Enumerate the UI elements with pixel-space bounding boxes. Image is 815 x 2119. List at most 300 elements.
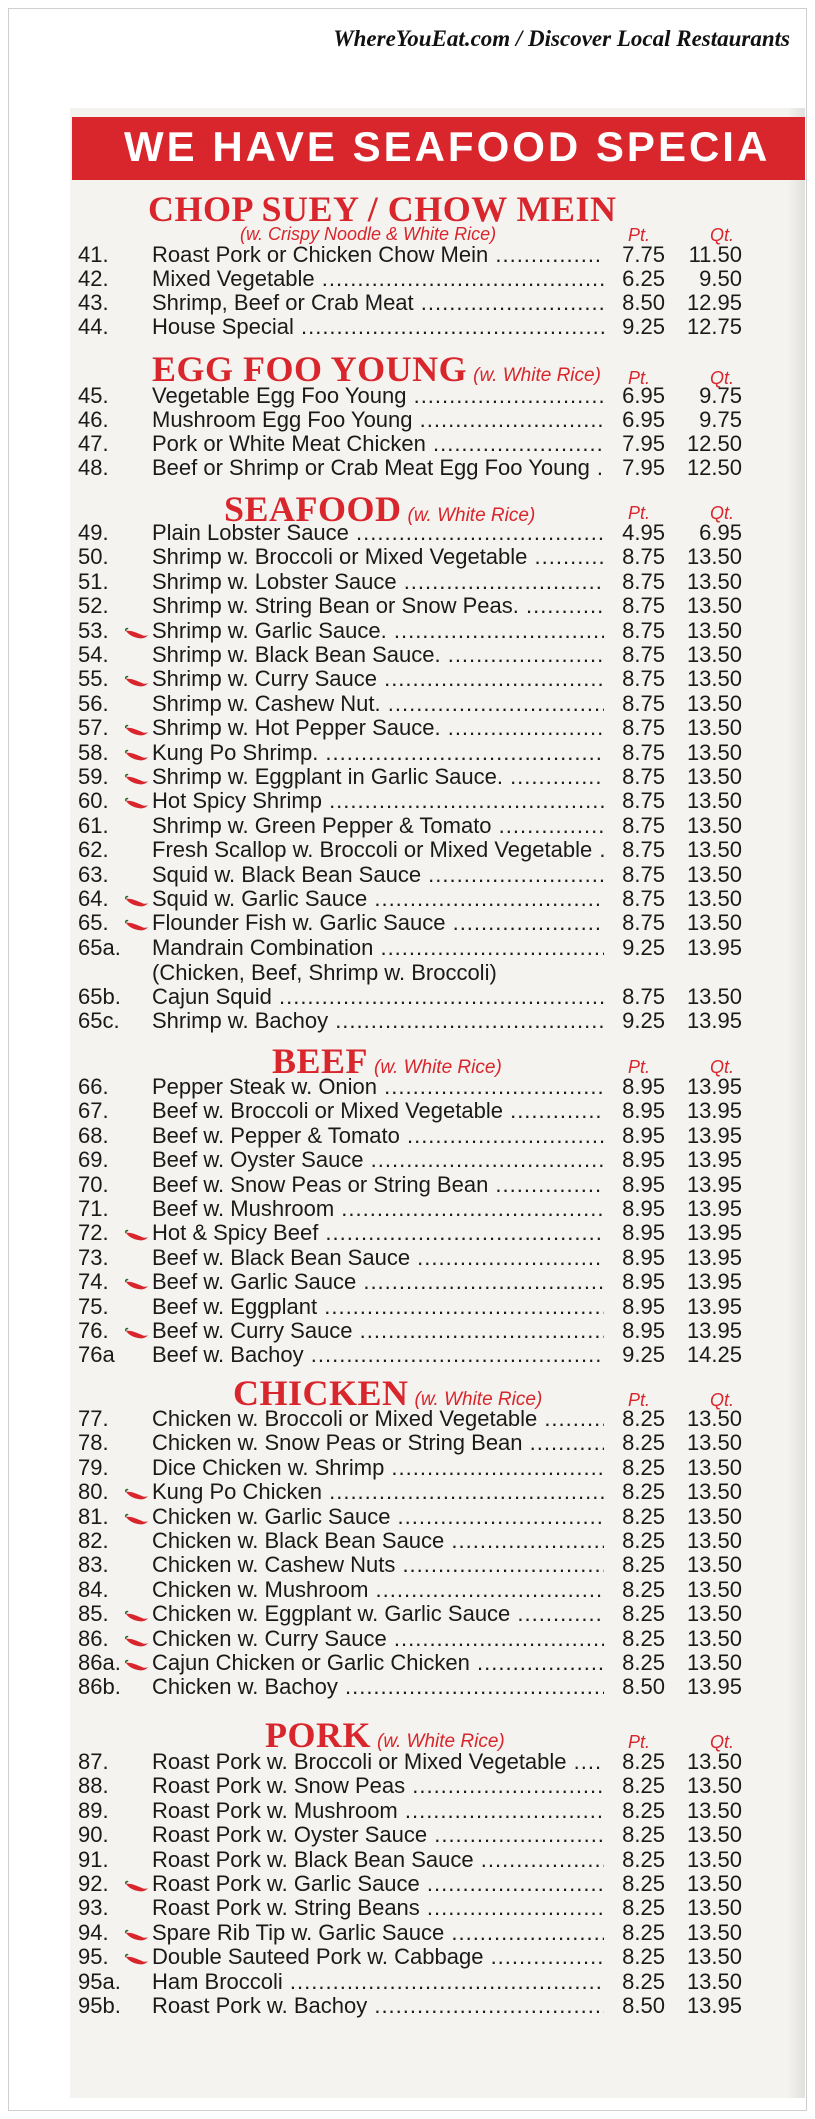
- item-name: Vegetable Egg Foo Young .....: [152, 384, 604, 408]
- item-price-pint: 8.75: [622, 984, 665, 1009]
- item-price-pint: 8.25: [622, 1847, 665, 1872]
- menu-item[interactable]: [0, 985, 815, 1009]
- hot-pepper-icon: [125, 744, 149, 758]
- item-price-pint: 8.75: [622, 569, 665, 594]
- item-name: House Special .....: [152, 315, 604, 339]
- item-price-quart: 13.50: [686, 1749, 742, 1774]
- column-header-qt: Qt.: [710, 368, 735, 388]
- menu-item[interactable]: [0, 1431, 815, 1455]
- item-number: 80.: [78, 1479, 109, 1504]
- item-name: Chicken w. Broccoli or Mixed Vegetable .....: [152, 1407, 604, 1431]
- menu-item[interactable]: [0, 1197, 815, 1221]
- menu-item[interactable]: [0, 384, 815, 408]
- item-number: 63.: [78, 862, 109, 887]
- item-number: 95a.: [78, 1969, 121, 1994]
- item-name: Beef w. Mushroom .....: [152, 1197, 604, 1221]
- menu-item[interactable]: [0, 1675, 815, 1699]
- item-price-quart: 13.50: [686, 1773, 742, 1798]
- item-name: Kung Po Shrimp. .....: [152, 741, 604, 765]
- item-price-pint: 6.95: [622, 383, 665, 408]
- item-number: 47.: [78, 431, 109, 456]
- item-price-quart: 13.50: [686, 642, 742, 667]
- item-number: 65b.: [78, 984, 121, 1009]
- menu-item[interactable]: [0, 1270, 815, 1294]
- item-price-pint: 9.25: [622, 935, 665, 960]
- item-price-quart: 13.50: [686, 1455, 742, 1480]
- item-name: Chicken w. Eggplant w. Garlic Sauce .....: [152, 1602, 604, 1626]
- item-number: 52.: [78, 593, 109, 618]
- menu-item[interactable]: [0, 1651, 815, 1675]
- item-name: Beef w. Garlic Sauce .....: [152, 1270, 604, 1294]
- item-price-pint: 9.25: [622, 314, 665, 339]
- item-number: 85.: [78, 1601, 109, 1626]
- item-name: Mixed Vegetable .....: [152, 267, 604, 291]
- section-note: (w. White Rice): [377, 1731, 505, 1752]
- item-name: Beef w. Snow Peas or String Bean .....: [152, 1173, 604, 1197]
- item-name: Chicken w. Mushroom .....: [152, 1578, 604, 1602]
- hot-pepper-icon: [125, 1875, 149, 1889]
- item-number: 65c.: [78, 1008, 120, 1033]
- menu-item[interactable]: [0, 1627, 815, 1651]
- item-name: Roast Pork w. Snow Peas .....: [152, 1774, 604, 1798]
- item-price-pint: 8.25: [622, 1798, 665, 1823]
- item-name: Shrimp w. Curry Sauce .....: [152, 667, 604, 691]
- menu-item[interactable]: [0, 692, 815, 716]
- item-name: Shrimp w. Broccoli or Mixed Vegetable .....: [152, 545, 604, 569]
- menu-item[interactable]: [0, 1553, 815, 1577]
- item-name: Chicken w. Black Bean Sauce .....: [152, 1529, 604, 1553]
- menu-item[interactable]: [0, 1343, 815, 1367]
- item-price-pint: 8.25: [622, 1969, 665, 1994]
- hot-pepper-icon: [125, 1924, 149, 1938]
- item-price-quart: 13.95: [686, 1074, 742, 1099]
- item-number: 54.: [78, 642, 109, 667]
- item-price-quart: 13.95: [686, 1220, 742, 1245]
- menu-item[interactable]: [0, 1295, 815, 1319]
- item-price-pint: 8.25: [622, 1650, 665, 1675]
- item-number: 72.: [78, 1220, 109, 1245]
- menu-item[interactable]: [0, 1480, 815, 1504]
- menu-item[interactable]: [0, 1456, 815, 1480]
- item-price-pint: 8.25: [622, 1455, 665, 1480]
- item-number: 78.: [78, 1430, 109, 1455]
- menu-item[interactable]: [0, 936, 815, 960]
- item-name: Shrimp, Beef or Crab Meat .....: [152, 291, 604, 315]
- item-name: Beef w. Black Bean Sauce .....: [152, 1246, 604, 1270]
- item-number: 82.: [78, 1528, 109, 1553]
- item-price-quart: 13.50: [686, 666, 742, 691]
- item-price-pint: 8.25: [622, 1406, 665, 1431]
- menu-item[interactable]: [0, 570, 815, 594]
- item-price-quart: 13.50: [686, 691, 742, 716]
- item-name: Kung Po Chicken .....: [152, 1480, 604, 1504]
- menu-item[interactable]: [0, 267, 815, 291]
- item-name: Shrimp w. Garlic Sauce. .....: [152, 619, 604, 643]
- item-price-pint: 8.95: [622, 1123, 665, 1148]
- item-price-quart: 13.50: [686, 1944, 742, 1969]
- column-header-qt: Qt.: [710, 1390, 735, 1410]
- menu-item[interactable]: [0, 667, 815, 691]
- item-price-pint: 8.50: [622, 290, 665, 315]
- menu-item[interactable]: [0, 1221, 815, 1245]
- item-price-quart: 9.50: [699, 266, 742, 291]
- item-price-pint: 8.95: [622, 1196, 665, 1221]
- item-name: Double Sauteed Pork w. Cabbage .....: [152, 1945, 604, 1969]
- item-number: 46.: [78, 407, 109, 432]
- item-price-quart: 13.50: [686, 764, 742, 789]
- item-price-quart: 13.50: [686, 813, 742, 838]
- item-name: Beef or Shrimp or Crab Meat Egg Foo Young .....: [152, 456, 604, 480]
- item-name: Shrimp w. Bachoy .....: [152, 1009, 604, 1033]
- menu-item[interactable]: [0, 1124, 815, 1148]
- hot-pepper-icon: [125, 1630, 149, 1644]
- item-price-quart: 12.95: [686, 290, 742, 315]
- menu-item[interactable]: [0, 1148, 815, 1172]
- item-number: 95.: [78, 1944, 109, 1969]
- item-price-pint: 8.25: [622, 1552, 665, 1577]
- item-name: Flounder Fish w. Garlic Sauce .....: [152, 911, 604, 935]
- item-name: Roast Pork w. Black Bean Sauce .....: [152, 1848, 604, 1872]
- item-number: 66.: [78, 1074, 109, 1099]
- item-price-pint: 8.95: [622, 1220, 665, 1245]
- item-number: 86a.: [78, 1650, 121, 1675]
- item-price-pint: 8.75: [622, 862, 665, 887]
- site-title[interactable]: WhereYouEat.com / Discover Local Restaurants: [333, 26, 790, 51]
- menu-item[interactable]: [0, 1848, 815, 1872]
- menu-item[interactable]: [0, 789, 815, 813]
- section-title: CHICKEN: [233, 1373, 409, 1413]
- menu-item[interactable]: [0, 1407, 815, 1431]
- item-price-quart: 13.95: [686, 1993, 742, 2018]
- hot-pepper-icon: [125, 1605, 149, 1619]
- item-name: Squid w. Black Bean Sauce .....: [152, 863, 604, 887]
- column-header-pt: Pt.: [628, 225, 651, 245]
- menu-item[interactable]: [0, 1945, 815, 1969]
- item-price-quart: 6.95: [699, 520, 742, 545]
- item-price-pint: 8.95: [622, 1269, 665, 1294]
- item-price-pint: 8.95: [622, 1098, 665, 1123]
- menu-item[interactable]: [0, 545, 815, 569]
- column-header-qt: Qt.: [710, 225, 735, 245]
- menu-item[interactable]: [0, 1994, 815, 2018]
- menu-item[interactable]: [0, 716, 815, 740]
- item-name: Fresh Scallop w. Broccoli or Mixed Vegetable .....: [152, 838, 604, 862]
- item-name: Pepper Steak w. Onion .....: [152, 1075, 604, 1099]
- item-name: Beef w. Pepper & Tomato .....: [152, 1124, 604, 1148]
- item-number: 41.: [78, 242, 109, 267]
- item-price-pint: 8.25: [622, 1430, 665, 1455]
- item-number: 65a.: [78, 935, 121, 960]
- menu-item[interactable]: [0, 814, 815, 838]
- item-price-quart: 13.95: [686, 935, 742, 960]
- item-name: Cajun Squid .....: [152, 985, 604, 1009]
- menu-item[interactable]: [0, 1173, 815, 1197]
- item-number: 88.: [78, 1773, 109, 1798]
- item-price-pint: 8.75: [622, 691, 665, 716]
- item-name: Chicken w. Curry Sauce .....: [152, 1627, 604, 1651]
- item-price-pint: 6.95: [622, 407, 665, 432]
- item-price-quart: 13.50: [686, 618, 742, 643]
- menu-item[interactable]: [0, 1799, 815, 1823]
- menu-item[interactable]: [0, 1319, 815, 1343]
- item-price-pint: 8.75: [622, 910, 665, 935]
- item-number: 94.: [78, 1920, 109, 1945]
- menu-item[interactable]: [0, 863, 815, 887]
- item-name: Roast Pork w. Garlic Sauce .....: [152, 1872, 604, 1896]
- item-number: 57.: [78, 715, 109, 740]
- item-price-quart: 13.50: [686, 1626, 742, 1651]
- item-price-quart: 14.25: [686, 1342, 742, 1367]
- item-price-quart: 13.50: [686, 593, 742, 618]
- item-price-quart: 13.50: [686, 910, 742, 935]
- item-number: 69.: [78, 1147, 109, 1172]
- item-name: Hot Spicy Shrimp .....: [152, 789, 604, 813]
- menu-item[interactable]: [0, 1505, 815, 1529]
- item-price-quart: 13.95: [686, 1269, 742, 1294]
- item-number: 67.: [78, 1098, 109, 1123]
- item-price-quart: 13.50: [686, 1822, 742, 1847]
- menu-item[interactable]: [0, 765, 815, 789]
- item-price-pint: 8.75: [622, 740, 665, 765]
- menu-item[interactable]: [0, 315, 815, 339]
- column-header-qt: Qt.: [710, 1057, 735, 1077]
- column-header-pt: Pt.: [628, 1732, 651, 1752]
- item-name: Shrimp w. Black Bean Sauce. .....: [152, 643, 604, 667]
- hot-pepper-icon: [125, 1483, 149, 1497]
- item-price-pint: 8.25: [622, 1504, 665, 1529]
- item-price-pint: 8.75: [622, 593, 665, 618]
- item-price-quart: 13.50: [686, 1552, 742, 1577]
- item-price-pint: 7.95: [622, 455, 665, 480]
- item-name: Shrimp w. Green Pepper & Tomato .....: [152, 814, 604, 838]
- item-name: Beef w. Curry Sauce .....: [152, 1319, 604, 1343]
- item-name: Roast Pork w. String Beans .....: [152, 1896, 604, 1920]
- item-price-quart: 13.95: [686, 1172, 742, 1197]
- item-price-quart: 13.50: [686, 740, 742, 765]
- item-price-quart: 13.50: [686, 984, 742, 1009]
- item-name: Mandrain Combination .....: [152, 936, 604, 960]
- item-price-quart: 13.95: [686, 1245, 742, 1270]
- item-name: Ham Broccoli .....: [152, 1970, 604, 1994]
- menu-item[interactable]: [0, 1602, 815, 1626]
- banner-text: WE HAVE SEAFOOD SPECIA: [124, 123, 771, 170]
- menu-item[interactable]: [0, 243, 815, 267]
- hot-pepper-icon: [125, 670, 149, 684]
- item-number: 77.: [78, 1406, 109, 1431]
- item-price-pint: 8.95: [622, 1294, 665, 1319]
- item-price-pint: 8.75: [622, 764, 665, 789]
- item-price-quart: 13.50: [686, 1504, 742, 1529]
- item-name: Spare Rib Tip w. Garlic Sauce .....: [152, 1921, 604, 1945]
- menu-item[interactable]: [0, 594, 815, 618]
- item-price-quart: 13.50: [686, 1895, 742, 1920]
- menu-item[interactable]: [0, 619, 815, 643]
- hot-pepper-icon: [125, 1654, 149, 1668]
- item-name: Roast Pork w. Broccoli or Mixed Vegetable .....: [152, 1750, 604, 1774]
- item-number: 95b.: [78, 1993, 121, 2018]
- item-name: Beef w. Broccoli or Mixed Vegetable .....: [152, 1099, 604, 1123]
- section-note: (w. Crispy Noodle & White Rice): [240, 224, 497, 244]
- menu-item[interactable]: [0, 291, 815, 315]
- menu-item[interactable]: [0, 1823, 815, 1847]
- item-price-quart: 13.50: [686, 1650, 742, 1675]
- item-price-pint: 8.75: [622, 886, 665, 911]
- item-name: Beef w. Bachoy .....: [152, 1343, 604, 1367]
- item-price-quart: 12.50: [686, 455, 742, 480]
- item-number: 84.: [78, 1577, 109, 1602]
- menu-item[interactable]: [0, 1774, 815, 1798]
- menu-item[interactable]: [0, 1872, 815, 1896]
- item-number: 71.: [78, 1196, 109, 1221]
- item-number: 87.: [78, 1749, 109, 1774]
- item-price-quart: 13.50: [686, 1969, 742, 1994]
- item-number: 79.: [78, 1455, 109, 1480]
- item-number: 89.: [78, 1798, 109, 1823]
- section-title: SEAFOOD: [224, 489, 402, 529]
- menu-item[interactable]: [0, 408, 815, 432]
- item-name: Plain Lobster Sauce .....: [152, 521, 604, 545]
- item-number: 73.: [78, 1245, 109, 1270]
- item-name: Chicken w. Bachoy .....: [152, 1675, 604, 1699]
- hot-pepper-icon: [125, 622, 149, 636]
- column-header-pt: Pt.: [628, 1057, 651, 1077]
- menu-item[interactable]: [0, 432, 815, 456]
- item-number: 70.: [78, 1172, 109, 1197]
- hot-pepper-icon: [125, 792, 149, 806]
- menu-item[interactable]: [0, 1246, 815, 1270]
- item-number: 91.: [78, 1847, 109, 1872]
- item-price-pint: 8.25: [622, 1528, 665, 1553]
- section-title: BEEF: [272, 1041, 369, 1081]
- item-price-quart: 13.95: [686, 1098, 742, 1123]
- item-price-pint: 7.75: [622, 242, 665, 267]
- menu-item[interactable]: [0, 1921, 815, 1945]
- menu-item[interactable]: [0, 741, 815, 765]
- item-price-pint: 8.75: [622, 618, 665, 643]
- item-name: Squid w. Garlic Sauce .....: [152, 887, 604, 911]
- menu-item[interactable]: [0, 521, 815, 545]
- menu-item[interactable]: [0, 456, 815, 480]
- item-number: 93.: [78, 1895, 109, 1920]
- item-price-quart: 13.95: [686, 1008, 742, 1033]
- item-price-pint: 8.25: [622, 1601, 665, 1626]
- item-price-pint: 8.75: [622, 813, 665, 838]
- item-price-pint: 8.25: [622, 1871, 665, 1896]
- item-price-pint: 8.25: [622, 1479, 665, 1504]
- column-header-pt: Pt.: [628, 503, 651, 523]
- item-number: 55.: [78, 666, 109, 691]
- item-number: 68.: [78, 1123, 109, 1148]
- item-number: 64.: [78, 886, 109, 911]
- item-price-quart: 13.50: [686, 715, 742, 740]
- hot-pepper-icon: [125, 719, 149, 733]
- item-price-pint: 9.25: [622, 1342, 665, 1367]
- menu-item[interactable]: [0, 887, 815, 911]
- item-price-pint: 8.95: [622, 1172, 665, 1197]
- menu-item[interactable]: [0, 1970, 815, 1994]
- item-price-pint: 8.75: [622, 715, 665, 740]
- item-price-quart: 11.50: [688, 242, 742, 267]
- seafood-banner: [72, 117, 805, 180]
- menu-item[interactable]: [0, 1075, 815, 1099]
- hot-pepper-icon: [125, 890, 149, 904]
- item-price-pint: 8.25: [622, 1822, 665, 1847]
- item-name: Cajun Chicken or Garlic Chicken .....: [152, 1651, 604, 1675]
- hot-pepper-icon: [125, 1948, 149, 1962]
- item-price-quart: 13.50: [686, 1577, 742, 1602]
- item-name: Pork or White Meat Chicken .....: [152, 432, 604, 456]
- item-number: 58.: [78, 740, 109, 765]
- item-price-pint: 8.25: [622, 1577, 665, 1602]
- item-number: 49.: [78, 520, 109, 545]
- item-number: 83.: [78, 1552, 109, 1577]
- item-name: Shrimp w. Hot Pepper Sauce. .....: [152, 716, 604, 740]
- item-name: Chicken w. Garlic Sauce .....: [152, 1505, 604, 1529]
- item-price-pint: 7.95: [622, 431, 665, 456]
- item-price-quart: 9.75: [699, 407, 742, 432]
- item-number: 86.: [78, 1626, 109, 1651]
- item-number: 53.: [78, 618, 109, 643]
- menu-item[interactable]: [0, 1529, 815, 1553]
- item-name: Roast Pork w. Mushroom .....: [152, 1799, 604, 1823]
- item-name: Dice Chicken w. Shrimp .....: [152, 1456, 604, 1480]
- item-price-quart: 13.50: [686, 1479, 742, 1504]
- item-price-quart: 13.50: [686, 569, 742, 594]
- item-price-quart: 13.50: [686, 1798, 742, 1823]
- section-note: (w. White Rice): [374, 1057, 502, 1078]
- item-number: 56.: [78, 691, 109, 716]
- item-price-quart: 13.50: [686, 1430, 742, 1455]
- hot-pepper-icon: [125, 1508, 149, 1522]
- menu-item[interactable]: [0, 1578, 815, 1602]
- section-note: (w. White Rice): [414, 1389, 543, 1410]
- item-price-pint: 9.25: [622, 1008, 665, 1033]
- menu-item[interactable]: [0, 1009, 815, 1033]
- item-price-quart: 13.50: [686, 1528, 742, 1553]
- menu-item[interactable]: [0, 1099, 815, 1123]
- menu-item[interactable]: [0, 643, 815, 667]
- section-title: CHOP SUEY / CHOW MEIN: [148, 189, 617, 229]
- item-price-quart: 13.50: [686, 1847, 742, 1872]
- item-name: Roast Pork or Chicken Chow Mein .....: [152, 243, 604, 267]
- item-price-pint: 8.95: [622, 1147, 665, 1172]
- item-number: 81.: [78, 1504, 109, 1529]
- item-price-quart: 13.50: [686, 1406, 742, 1431]
- item-number: 60.: [78, 788, 109, 813]
- menu-item[interactable]: [0, 1750, 815, 1774]
- item-price-pint: 8.75: [622, 666, 665, 691]
- section-note: (w. White Rice): [473, 365, 601, 386]
- item-number: 51.: [78, 569, 109, 594]
- column-header-qt: Qt.: [710, 1732, 735, 1752]
- column-header-pt: Pt.: [628, 1390, 651, 1410]
- item-number: 44.: [78, 314, 109, 339]
- menu-item[interactable]: [0, 838, 815, 862]
- hot-pepper-icon: [125, 1224, 149, 1238]
- item-price-quart: 13.95: [686, 1318, 742, 1343]
- item-price-quart: 13.50: [686, 788, 742, 813]
- menu-item[interactable]: [0, 1896, 815, 1920]
- menu-item[interactable]: [0, 911, 815, 935]
- item-price-pint: 8.25: [622, 1773, 665, 1798]
- item-price-pint: 8.95: [622, 1318, 665, 1343]
- item-price-pint: 8.25: [622, 1626, 665, 1651]
- item-number: 74.: [78, 1269, 109, 1294]
- column-header-qt: Qt.: [710, 503, 735, 523]
- item-number: 43.: [78, 290, 109, 315]
- item-price-pint: 8.25: [622, 1895, 665, 1920]
- item-price-quart: 13.50: [686, 1871, 742, 1896]
